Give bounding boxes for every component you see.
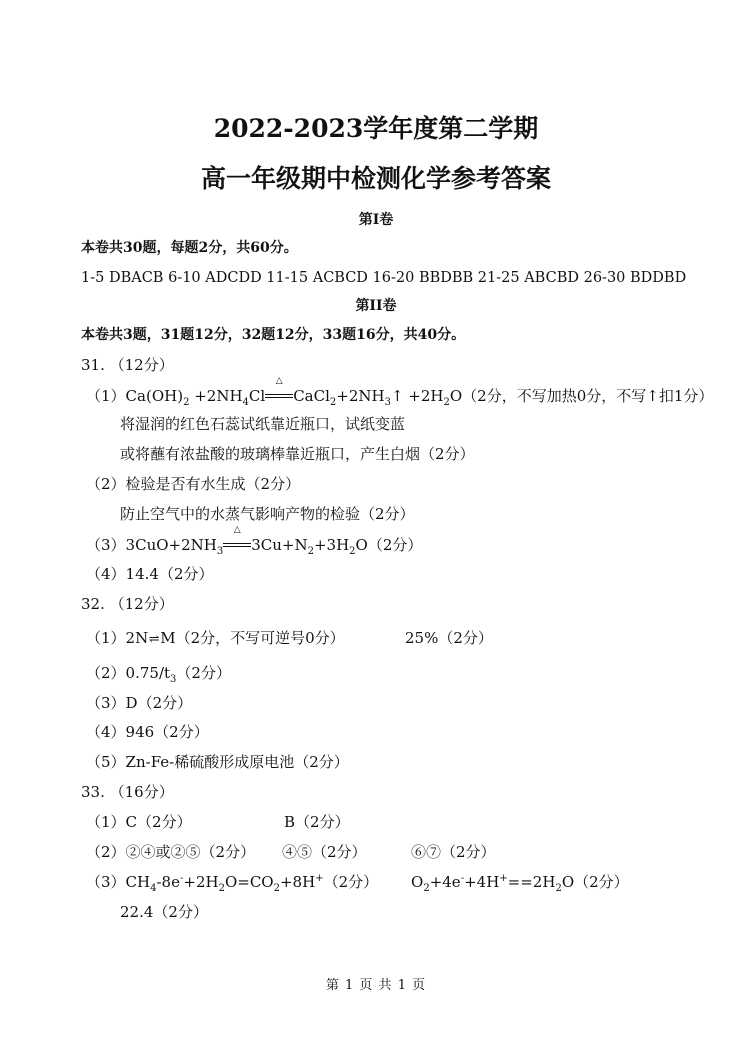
q32-part1 bbox=[86, 628, 345, 650]
eq-sub: 2 bbox=[273, 883, 280, 894]
q32-part3: （3）D（2分） bbox=[86, 694, 193, 712]
eq-sup: + bbox=[499, 873, 508, 884]
q32-part4: （4）946（2分） bbox=[86, 723, 209, 741]
section-heading-part2: 第II卷 bbox=[355, 298, 397, 314]
eq-text: （3）3CuO+2NH bbox=[86, 536, 217, 554]
q31-part2-line1: （2）检验是否有水生成（2分） bbox=[86, 475, 301, 493]
q31-p1-num: （1） bbox=[86, 387, 126, 405]
q31-part1-line2: 将湿润的红色石蕊试纸靠近瓶口，试纸变蓝 bbox=[120, 415, 406, 433]
q32-part2 bbox=[86, 663, 231, 683]
eq-text: （3）CH bbox=[86, 873, 151, 891]
q33-part1-a: （1）C（2分） bbox=[86, 813, 192, 831]
q32-part1-answer2: 25%（2分） bbox=[405, 629, 493, 647]
q33-part3-equation1 bbox=[86, 872, 378, 892]
eq-text: CaCl bbox=[293, 387, 330, 405]
eq-sup: + bbox=[315, 873, 324, 884]
q32-header: 32. （12分） bbox=[81, 595, 174, 613]
eq-text: +8H bbox=[279, 873, 316, 891]
page-footer: 第 1 页 共 1 页 bbox=[325, 978, 427, 993]
q31-part1-line3: 或将蘸有浓盐酸的玻璃棒靠近瓶口，产生白烟（2分） bbox=[120, 445, 475, 463]
eq-sub: 2 bbox=[307, 546, 314, 557]
eq-text: ==2H bbox=[507, 873, 556, 891]
q33-part3-line2: 22.4（2分） bbox=[120, 903, 208, 921]
heat-condition-arrow bbox=[223, 525, 251, 550]
eq-sub: 4 bbox=[242, 397, 249, 408]
eq-text: 3Cu+N bbox=[251, 536, 308, 554]
eq-text: +2NH bbox=[336, 387, 385, 405]
q33-part1-b: B（2分） bbox=[284, 813, 350, 831]
q33-part3-equation2 bbox=[411, 872, 629, 892]
eq-sub: 3 bbox=[216, 546, 224, 557]
eq-text: Cl bbox=[248, 387, 266, 405]
eq-sup: - bbox=[460, 873, 465, 884]
eq-sub: 2 bbox=[555, 883, 562, 894]
eq-sub: 2 bbox=[349, 546, 356, 557]
q32-part5: （5）Zn-Fe-稀硫酸形成原电池（2分） bbox=[86, 753, 349, 771]
eq-sub: 2 bbox=[218, 883, 225, 894]
eq-text: （2分） bbox=[323, 873, 379, 891]
eq-sub: 2 bbox=[183, 397, 190, 408]
q31-part4: （4）14.4（2分） bbox=[86, 565, 214, 583]
eq-text: -8e bbox=[156, 873, 180, 891]
page-subtitle: 高一年级期中检测化学参考答案 bbox=[200, 164, 551, 193]
q33-part2-a: （2）②④或②⑤（2分） bbox=[86, 843, 256, 861]
eq-text: （2分） bbox=[176, 664, 231, 682]
eq-text: +4e bbox=[429, 873, 461, 891]
q31-part3-equation bbox=[86, 525, 423, 557]
eq-text: Ca(OH) bbox=[125, 387, 184, 405]
part1-info: 本卷共30题，每题2分，共60分。 bbox=[81, 240, 298, 256]
eq-text: M（2分，不写可逆号0分） bbox=[160, 629, 345, 647]
heat-symbol: △ bbox=[275, 376, 283, 386]
eq-text: ↑ +2H bbox=[390, 387, 444, 405]
q33-header: 33. （16分） bbox=[81, 783, 174, 801]
part2-info: 本卷共3题，31题12分，32题12分，33题16分，共40分。 bbox=[81, 327, 466, 343]
q33-part2-c: ⑥⑦（2分） bbox=[411, 843, 496, 861]
section-heading-part1: 第I卷 bbox=[358, 212, 394, 228]
heat-symbol: △ bbox=[233, 525, 241, 535]
q31-part1-equation bbox=[86, 376, 714, 408]
eq-text: +4H bbox=[464, 873, 500, 891]
eq-text: +2NH bbox=[189, 387, 243, 405]
eq-text: O（2分，不写加热0分，不写↑扣1分） bbox=[449, 387, 714, 405]
eq-text: O（2分） bbox=[355, 536, 423, 554]
eq-sup: - bbox=[179, 873, 184, 884]
q31-part2-line2: 防止空气中的水蒸气影响产物的检验（2分） bbox=[120, 505, 415, 523]
q33-part2-b: ④⑤（2分） bbox=[282, 843, 367, 861]
eq-sub: 3 bbox=[384, 397, 391, 408]
eq-text: +3H bbox=[313, 536, 350, 554]
heat-condition-arrow bbox=[265, 376, 293, 401]
eq-sub: 2 bbox=[329, 397, 337, 408]
q31-header: 31. （12分） bbox=[81, 356, 174, 374]
eq-sub: 2 bbox=[443, 397, 450, 408]
page-title: 2022-2023学年度第二学期 bbox=[213, 114, 539, 143]
eq-sub: 3 bbox=[170, 674, 177, 685]
eq-text: O bbox=[411, 873, 424, 891]
eq-text: +2H bbox=[183, 873, 219, 891]
eq-text: O=CO bbox=[224, 873, 274, 891]
eq-sub: 4 bbox=[150, 883, 157, 894]
eq-sub: 2 bbox=[423, 883, 430, 894]
eq-text: （2）0.75/t bbox=[86, 664, 171, 682]
reversible-arrow: ⇌ bbox=[148, 632, 160, 647]
eq-text: （1）2N bbox=[86, 629, 149, 647]
part1-answers: 1-5 DBACB 6-10 ADCDD 11-15 ACBCD 16-20 BBDBB 21-25 ABCBD 26-30 BDDBD bbox=[81, 270, 687, 286]
eq-text: O（2分） bbox=[561, 873, 629, 891]
